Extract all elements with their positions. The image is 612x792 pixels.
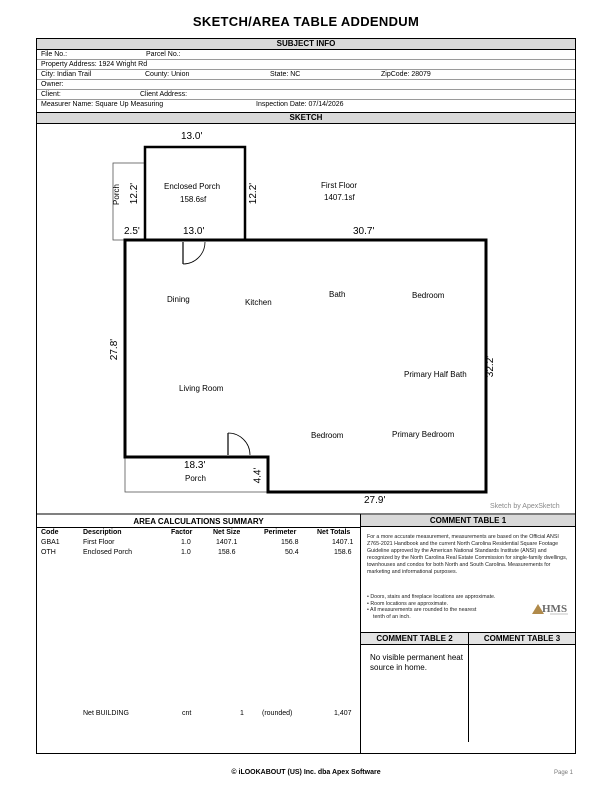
label-bath: Bath — [329, 290, 346, 299]
label-primary-bedroom: Primary Bedroom — [392, 430, 455, 439]
label-bedroom-bottom: Bedroom — [311, 431, 344, 440]
label-first-floor: First Floor — [321, 181, 357, 190]
sketch-credit: Sketch by ApexSketch — [490, 503, 560, 510]
inspection-date: Inspection Date: 07/14/2026 — [256, 101, 344, 108]
dim-small-porch-height: 12.2' — [129, 182, 141, 205]
comment-table-1-bullets: • Doors, stairs and fireplace locations are approximate. • Room locations are approximate. • All measurements are rounded to the nearest tenth of an inch. — [367, 594, 496, 620]
dim-enclosed-top: 13.0' — [181, 131, 203, 142]
subject-info-header: SUBJECT INFO — [36, 38, 576, 50]
hms-logo-text: HMS — [542, 603, 568, 615]
door-swing-bottom — [228, 433, 250, 455]
comment-2-3-divider — [468, 632, 469, 742]
property-address: Property Address: 1924 Wright Rd — [41, 61, 148, 68]
sketch-header: SKETCH — [36, 112, 576, 124]
label-dining: Dining — [167, 295, 190, 304]
label-bedroom-top: Bedroom — [412, 291, 445, 300]
client: Client: — [41, 91, 61, 98]
client-address: Client Address: — [140, 91, 188, 98]
label-small-porch: Porch — [111, 184, 121, 205]
col-factor: Factor — [171, 529, 193, 536]
file-no: File No.: — [41, 51, 68, 58]
comment-table-3-header: COMMENT TABLE 3 — [469, 633, 575, 645]
area-calc-header: AREA CALCULATIONS SUMMARY — [133, 517, 264, 526]
label-enclosed-area: 158.6sf — [180, 195, 207, 204]
comment-table-2-text: No visible permanent heat source in home. — [370, 653, 463, 672]
col-description: Description — [83, 529, 122, 536]
comment-table-2-header: COMMENT TABLE 2 — [361, 633, 468, 645]
dim-main-top: 30.7' — [353, 226, 375, 237]
parcel-no: Parcel No.: — [146, 51, 181, 58]
label-living-room: Living Room — [179, 384, 224, 393]
first-floor-outline — [125, 240, 486, 492]
dim-enclosed-height: 12.2' — [248, 182, 260, 205]
measurer-name: Measurer Name: Square Up Measuring — [41, 101, 164, 108]
dim-small-porch-width: 2.5' — [124, 226, 140, 237]
col-code: Code — [41, 529, 59, 536]
page-title: SKETCH/AREA TABLE ADDENDUM — [192, 14, 420, 29]
door-swing-top — [183, 242, 205, 264]
dim-porch-right: 4.4' — [252, 467, 264, 484]
label-primary-half-bath: Primary Half Bath — [404, 370, 467, 379]
dim-enclosed-bottom: 13.0' — [183, 226, 205, 237]
col-perimeter: Perimeter — [264, 529, 297, 536]
col-net-totals: Net Totals — [317, 529, 351, 536]
comment-table-1-header: COMMENT TABLE 1 — [361, 515, 575, 527]
footer-copyright: © iLOOKABOUT (US) Inc. dba Apex Software — [231, 769, 381, 776]
label-kitchen: Kitchen — [245, 298, 272, 307]
county: County: Union — [145, 71, 190, 78]
dim-main-right: 32.2' — [485, 355, 497, 378]
comment-table-1-text: For a more accurate measurement, measurements are based on the Official ANSI Z765-2021 Handbook and the current North Carolina Residential Square Footage Guideline approved by the American National Standards Institute (ANSI) and recognized by the North Carolina Real Estate Commission for single-family dwellings, townhouses and condos for both North and South Carolina. Measurements for marketing and informational purposes. — [367, 534, 568, 575]
owner: Owner: — [41, 81, 64, 88]
city: City: Indian Trail — [41, 71, 92, 78]
dim-main-bottom: 27.9' — [364, 495, 386, 506]
state: State: NC — [270, 71, 301, 78]
col-net-size: Net Size — [213, 529, 241, 536]
zipcode: ZipCode: 28079 — [381, 71, 431, 78]
hms-logo — [530, 598, 570, 616]
label-first-floor-area: 1407.1sf — [324, 193, 355, 202]
label-enclosed-porch: Enclosed Porch — [164, 182, 221, 191]
dim-porch-top: 18.3' — [184, 460, 206, 471]
page-number: Page 1 — [554, 770, 574, 776]
dim-main-left: 27.8' — [109, 338, 121, 361]
label-bottom-porch: Porch — [185, 474, 206, 483]
